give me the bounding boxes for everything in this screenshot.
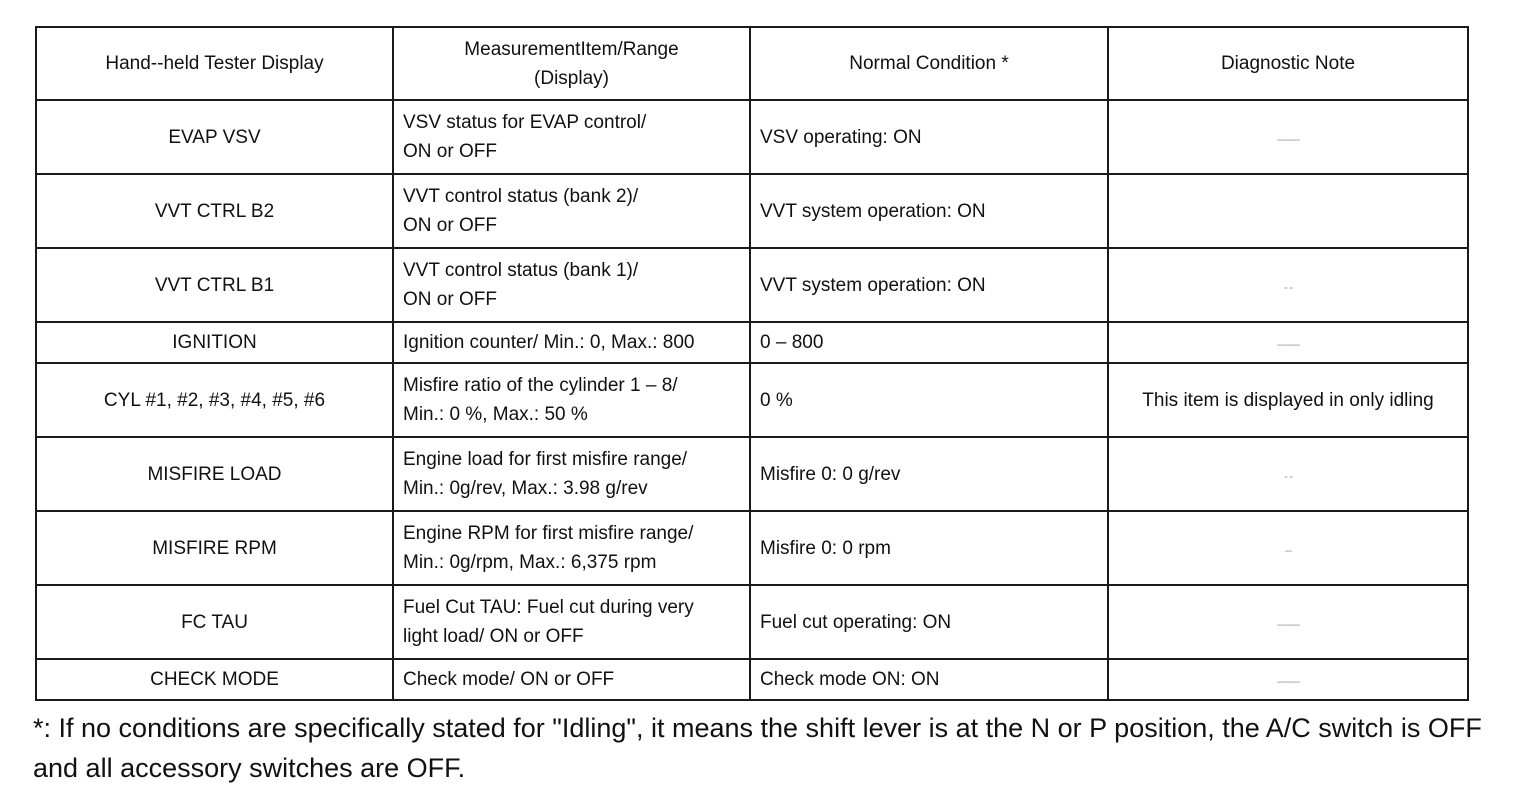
table-row: [36, 585, 1468, 659]
cell-normal-condition: Fuel cut operating: ON: [750, 585, 1108, 659]
cell-tester-display: EVAP VSV: [36, 100, 393, 174]
cell-tester-display: VVT CTRL B1: [36, 248, 393, 322]
cell-normal-condition: VSV operating: ON: [750, 100, 1108, 174]
cell-measurement: Engine RPM for first misfire range/ Min.: 0g/rpm, Max.: 6,375 rpm: [393, 511, 750, 585]
header-normal-condition: Normal Condition *: [750, 27, 1108, 100]
cell-diagnostic-note: ——: [1108, 585, 1468, 659]
cell-diagnostic-note: ——: [1108, 659, 1468, 700]
cell-diagnostic-note: - -: [1108, 437, 1468, 511]
header-diagnostic-note: Diagnostic Note: [1108, 27, 1468, 100]
cell-tester-display: CYL #1, #2, #3, #4, #5, #6: [36, 363, 393, 437]
cell-diagnostic-note: - -: [1108, 248, 1468, 322]
cell-normal-condition: Misfire 0: 0 g/rev: [750, 437, 1108, 511]
table-row: [36, 322, 1468, 363]
cell-measurement: Misfire ratio of the cylinder 1 – 8/ Min.: 0 %, Max.: 50 %: [393, 363, 750, 437]
table-row: [36, 174, 1468, 248]
cell-measurement: Check mode/ ON or OFF: [393, 659, 750, 700]
cell-normal-condition: VVT system operation: ON: [750, 174, 1108, 248]
cell-measurement: VVT control status (bank 2)/ ON or OFF: [393, 174, 750, 248]
cell-measurement: VVT control status (bank 1)/ ON or OFF: [393, 248, 750, 322]
cell-tester-display: IGNITION: [36, 322, 393, 363]
data-list-table: [35, 26, 1469, 701]
cell-measurement: Engine load for first misfire range/ Min.: 0g/rev, Max.: 3.98 g/rev: [393, 437, 750, 511]
cell-measurement: VSV status for EVAP control/ ON or OFF: [393, 100, 750, 174]
cell-normal-condition: 0 %: [750, 363, 1108, 437]
cell-tester-display: MISFIRE LOAD: [36, 437, 393, 511]
cell-tester-display: FC TAU: [36, 585, 393, 659]
cell-normal-condition: 0 – 800: [750, 322, 1108, 363]
header-measurement-item: MeasurementItem/Range (Display): [393, 27, 750, 100]
cell-diagnostic-note: This item is displayed in only idling: [1108, 363, 1468, 437]
cell-tester-display: MISFIRE RPM: [36, 511, 393, 585]
cell-diagnostic-note: [1108, 174, 1468, 248]
cell-normal-condition: Check mode ON: ON: [750, 659, 1108, 700]
footnote: *: If no conditions are specifically stated for "Idling", it means the shift lever is at the N or P position, the A/C switch is OFF and all accessory switches are OFF.: [33, 713, 1482, 783]
cell-normal-condition: Misfire 0: 0 rpm: [750, 511, 1108, 585]
cell-normal-condition: VVT system operation: ON: [750, 248, 1108, 322]
cell-diagnostic-note: ——: [1108, 100, 1468, 174]
cell-diagnostic-note: –: [1108, 511, 1468, 585]
cell-diagnostic-note: ——: [1108, 322, 1468, 363]
header-tester-display: Hand--held Tester Display: [36, 27, 393, 100]
data-list-table-container: [35, 26, 1467, 701]
table-row: [36, 100, 1468, 174]
cell-tester-display: CHECK MODE: [36, 659, 393, 700]
cell-tester-display: VVT CTRL B2: [36, 174, 393, 248]
table-row: [36, 511, 1468, 585]
table-header-row: [36, 27, 1468, 100]
table-row: [36, 248, 1468, 322]
cell-measurement: Ignition counter/ Min.: 0, Max.: 800: [393, 322, 750, 363]
table-row: [36, 659, 1468, 700]
cell-measurement: Fuel Cut TAU: Fuel cut during very light load/ ON or OFF: [393, 585, 750, 659]
table-row: [36, 363, 1468, 437]
table-row: [36, 437, 1468, 511]
